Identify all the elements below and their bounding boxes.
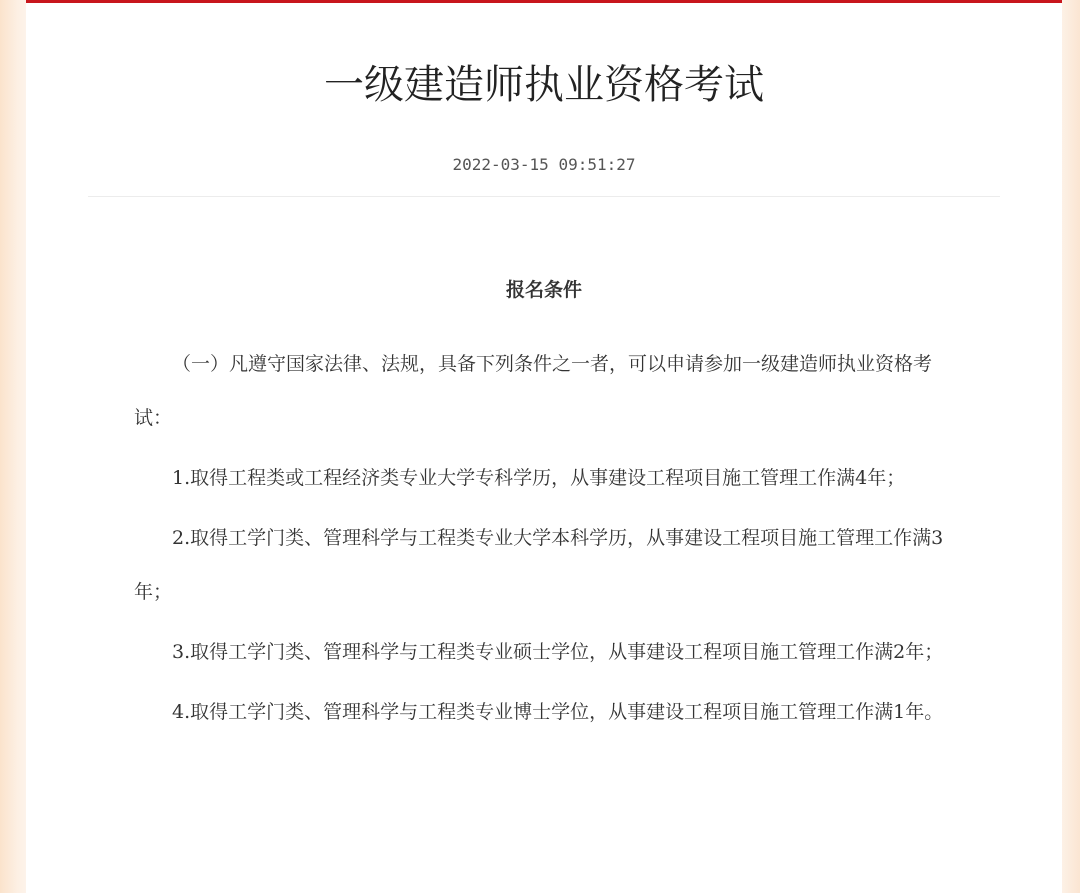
article-title: 一级建造师执业资格考试 [324, 62, 764, 108]
article-page [26, 0, 1062, 893]
paragraph-condition-2: 2.取得工学门类、管理科学与工程类专业大学本科学历，从事建设工程项目施工管理工作满3年； [134, 527, 944, 603]
header-divider [88, 196, 1000, 197]
paragraph-condition-1: 1.取得工程类或工程经济类专业大学专科学历，从事建设工程项目施工管理工作满4年； [172, 467, 906, 489]
section-heading: 报名条件 [505, 279, 582, 301]
paragraph-intro: （一）凡遵守国家法律、法规，具备下列条件之一者，可以申请参加一级建造师执业资格考试： [134, 353, 933, 429]
paragraph-condition-3: 3.取得工学门类、管理科学与工程类专业硕士学位，从事建设工程项目施工管理工作满2年； [172, 641, 944, 663]
paragraph-condition-4: 4.取得工学门类、管理科学与工程类专业博士学位，从事建设工程项目施工管理工作满1年。 [172, 701, 944, 723]
publish-datetime: 2022-03-15 09:51:27 [452, 155, 636, 174]
article-body [134, 267, 954, 745]
